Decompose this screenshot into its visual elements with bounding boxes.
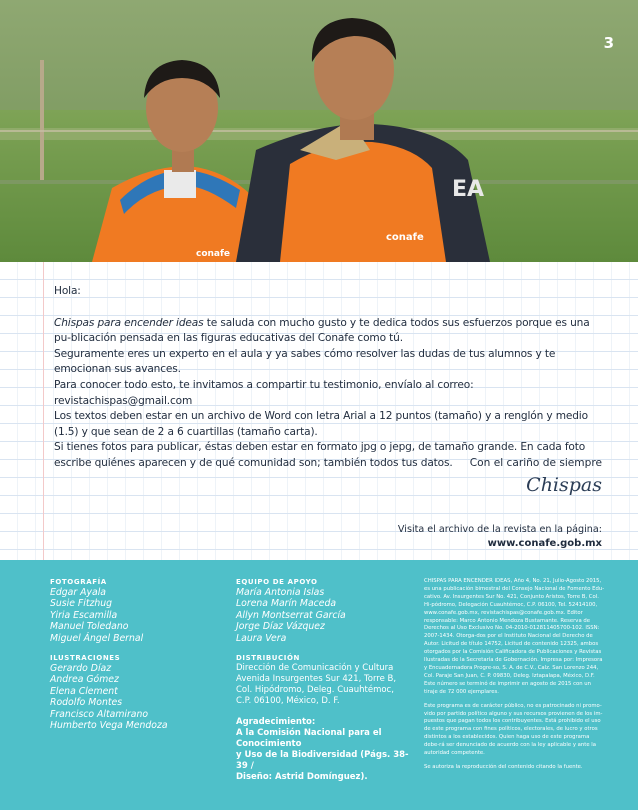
team-member: María Antonia Islas bbox=[236, 587, 325, 598]
illustrator: Rodolfo Montes bbox=[50, 697, 123, 709]
photo-two-boys bbox=[0, 0, 638, 262]
thanks-line: A la Comisión Nacional para el Conocimiento bbox=[236, 728, 382, 750]
distribution-line: Dirección de Comunicación y Cultura bbox=[236, 663, 394, 674]
team-member: Lorena Marín Maceda bbox=[236, 598, 337, 610]
illustrator: Humberto Vega Mendoza bbox=[50, 720, 168, 732]
magazine-title: Chispas para encender ideas bbox=[54, 316, 204, 329]
photographer: Edgar Ayala bbox=[50, 587, 106, 598]
legal-publication-info: CHISPAS PARA ENCENDER IDEAS, Año 4, No. 21, Julio-Agosto 2015, es una publicación bimestral del Consejo Nacional de Fomento Edu-cativo. Av. Insurgentes Sur No. 421, Conjunto Aristos, Torre B, Col. Hi-pódromo, Delegación Cuauhtémoc, C.P. 06100, Tel. 52414100, www.conafe.gob.mx, revistachispas@conafe.gob.mx. Editor responsable: Marco Antonio Mendoza Bustamante. Reserva de Derechos al Uso Exclusivo No. 04-2010-012811405700-102. ISSN: 2007-1434. Otorga-dos por el Instituto Nacional del Derecho de Autor. Licitud de título 14752, Licitud de contenido 12325, ambos otorgados por la Comisión Calificadora de Publicaciones y Revistas Ilustradas de la Secretaría de Gobernación. Impresa por: Impresora y Encuadernadora Progre-so, S. A. de C.V., Calz. San Lorenzo 244, Col. Paraje San Juan, C. P. 09830, Deleg. Iztapalapa, México, D.F. Este número se terminó de imprimir en agosto de 2015 con un tiraje de 72 000 ejemplares. bbox=[424, 578, 605, 695]
paragraph-format: Los textos deben estar en un archivo de Word con letra Arial a 12 puntos (tamaño) y a renglón y medio (1.5) y que sean de 2 a 6 cuartillas (tamaño carta). bbox=[54, 410, 588, 438]
legal-reproduction: Se autoriza la reproducción del contenido citando la fuente. bbox=[424, 763, 583, 770]
illustrations-heading: ILUSTRACIONES bbox=[50, 654, 121, 663]
photographer: Yiria Escamilla bbox=[50, 609, 118, 621]
greeting: Hola: bbox=[54, 285, 81, 297]
photographer: Miguel Ángel Bernal bbox=[50, 632, 144, 644]
shirt-logo-right: conafe bbox=[386, 232, 424, 243]
team-member: Jorge Díaz Vázquez bbox=[236, 621, 325, 633]
letter-notebook bbox=[0, 262, 638, 560]
signature: Chispas bbox=[526, 474, 602, 496]
paragraph-intro: Chispas para encender ideas te saluda con mucho gusto y te dedica todos sus esfuerzos porque es una pu-blicación pensada en las figuras educativas del Conafe como tú. bbox=[54, 316, 590, 345]
cover-photo bbox=[0, 0, 638, 262]
jacket-letters: EA bbox=[452, 177, 485, 202]
paragraph-email: Para conocer todo esto, te invitamos a compartir tu testimonio, envíalo al correo: revistachispas@gmail.com bbox=[54, 378, 474, 407]
letter-body bbox=[54, 284, 602, 472]
closing-line: Con el cariño de siempre bbox=[469, 457, 602, 469]
thanks-line: Diseño: Astrid Domínguez). bbox=[236, 772, 368, 783]
paragraph-photos: Si tienes fotos para publicar, éstas deben estar en formato jpg o jepg, de tamaño grande. En cada foto escribe quiénes aparecen y de qué comunidad son; también todos tus datos. bbox=[54, 441, 586, 469]
credits-column-3 bbox=[424, 578, 606, 778]
distribution-heading: DISTRIBUCIÓN bbox=[236, 654, 300, 663]
illustrator: Gerardo Díaz bbox=[50, 663, 112, 675]
distribution-line: C.P. 06100, México, D. F. bbox=[236, 696, 340, 707]
legal-public-program: Este programa es de carácter público, no es patrocinado ni promo-vido por partido político alguno y sus recursos provienen de los im-puestos que pagan todos los contribuyentes. Está prohibido el uso de este programa con fines políticos, electorales, de lucro y otros distintos a los establecidos. Quien haga uso de este programa debe-rá ser denunciado de acuerdo con la ley aplicable y ante la autoridad competente. bbox=[424, 702, 603, 757]
credits-column-2 bbox=[236, 578, 411, 783]
illustrator: Andrea Gómez bbox=[50, 674, 119, 686]
paragraph-expert: Seguramente eres un experto en el aula y ya sabes cómo resolver las dudas de tus alumnos y te emocionan sus avances. bbox=[54, 347, 556, 376]
photographer: Susie Fitzhug bbox=[50, 598, 113, 610]
team-heading: EQUIPO DE APOYO bbox=[236, 578, 318, 586]
photographer: Manuel Toledano bbox=[50, 621, 129, 633]
shirt-logo-left: conafe bbox=[196, 249, 231, 259]
illustrator: Elena Clement bbox=[50, 685, 118, 697]
distribution-line: Avenida Insurgentes Sur 421, Torre B, bbox=[236, 674, 397, 685]
credits-column-1 bbox=[50, 578, 220, 731]
thanks-heading: Agradecimiento: bbox=[236, 717, 316, 728]
website-link[interactable]: www.conafe.gob.mx bbox=[487, 538, 602, 549]
illustrator: Francisco Altamirano bbox=[50, 708, 149, 720]
thanks-line: y Uso de la Biodiversidad (Págs. 38-39 / bbox=[236, 750, 409, 772]
distribution-line: Col. Hipódromo, Deleg. Cuauhtémoc, bbox=[236, 685, 394, 696]
page-number: 3 bbox=[603, 34, 614, 52]
team-member: Allyn Montserrat García bbox=[236, 609, 346, 621]
photography-heading: FOTOGRAFÍA bbox=[50, 578, 107, 586]
team-member: Laura Vera bbox=[236, 632, 287, 644]
credits-footer bbox=[0, 560, 638, 810]
visit-text: Visita el archivo de la revista en la página: bbox=[397, 524, 602, 535]
